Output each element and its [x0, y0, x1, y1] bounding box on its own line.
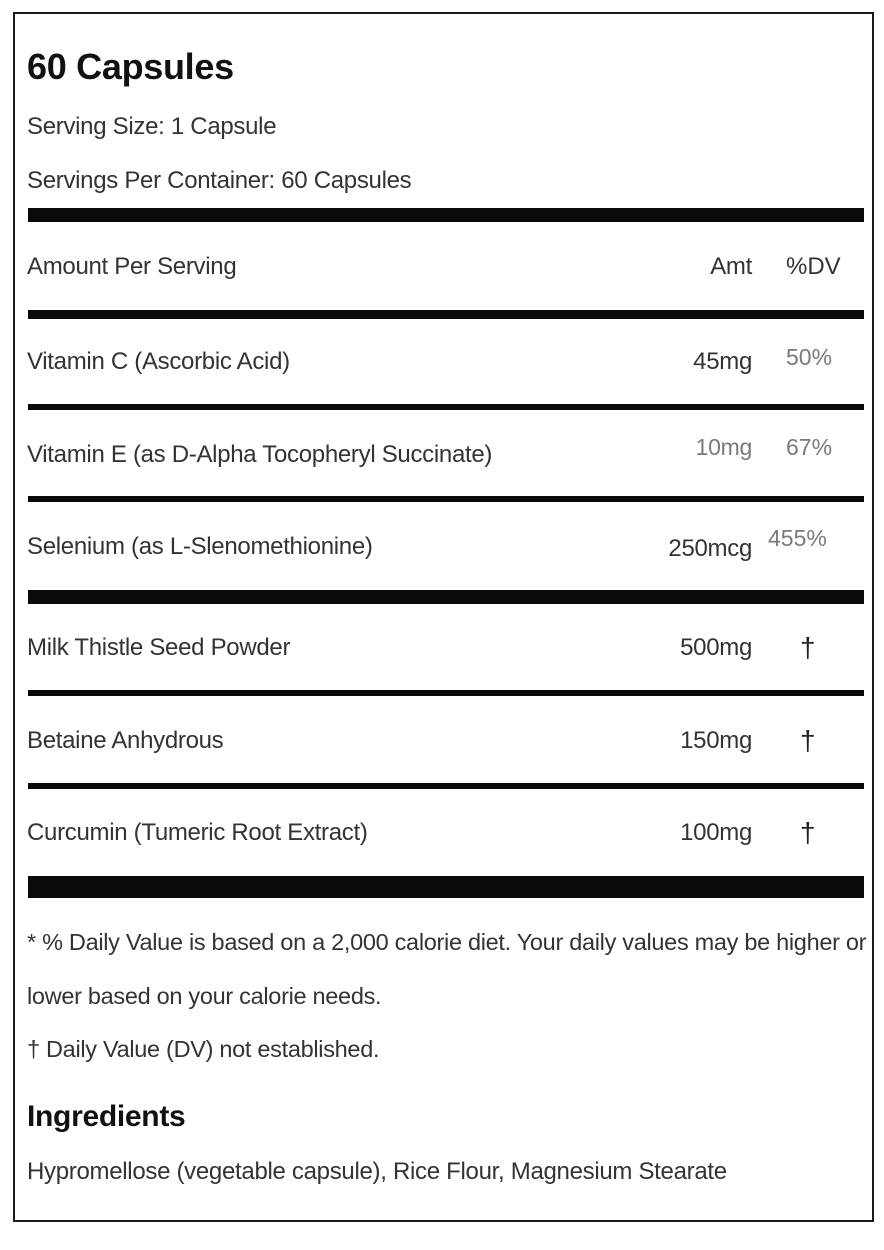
divider-thick — [28, 590, 864, 604]
ingredient-name: Betaine Anhydrous — [27, 727, 224, 754]
amount-per-serving-label: Amount Per Serving — [27, 253, 237, 280]
ingredients-list: Hypromellose (vegetable capsule), Rice Flour, Magnesium Stearate — [27, 1158, 727, 1185]
ingredient-name: Milk Thistle Seed Powder — [27, 634, 291, 661]
nutrient-dv: 50% — [786, 344, 833, 370]
dagger-symbol: † — [800, 632, 816, 663]
ingredients-heading: Ingredients — [27, 1100, 186, 1133]
divider-thin — [28, 783, 864, 789]
nutrient-name: Vitamin C (Ascorbic Acid) — [27, 348, 290, 375]
ingredient-name: Curcumin (Tumeric Root Extract) — [27, 819, 368, 846]
amt-column-header: Amt — [710, 253, 752, 280]
dagger-symbol: † — [800, 817, 816, 848]
ingredient-amount: 100mg — [680, 819, 752, 846]
daily-value-footnote-line2: lower based on your calorie needs. — [27, 983, 382, 1009]
serving-size: Serving Size: 1 Capsule — [27, 113, 277, 140]
ingredient-amount: 150mg — [680, 727, 752, 754]
dagger-symbol: † — [800, 725, 816, 756]
divider-thin — [28, 690, 864, 696]
divider-thick — [28, 208, 864, 222]
dv-column-header: %DV — [786, 253, 841, 280]
nutrient-dv: 67% — [786, 434, 833, 460]
nutrient-amount: 250mcg — [668, 535, 752, 562]
servings-per-container: Servings Per Container: 60 Capsules — [27, 167, 412, 194]
nutrient-amount: 45mg — [693, 348, 752, 375]
ingredient-amount: 500mg — [680, 634, 752, 661]
divider-thin — [28, 496, 864, 502]
divider-thin — [28, 404, 864, 410]
product-title: 60 Capsules — [27, 46, 234, 87]
daily-value-footnote-line1: * % Daily Value is based on a 2,000 calorie diet. Your daily values may be higher or — [27, 929, 867, 955]
divider-medium — [28, 310, 864, 319]
nutrient-dv: 455% — [768, 525, 827, 551]
nutrient-name: Selenium (as L-Slenomethionine) — [27, 533, 373, 560]
dv-not-established-footnote: † Daily Value (DV) not established. — [27, 1036, 380, 1062]
nutrient-name: Vitamin E (as D-Alpha Tocopheryl Succinate) — [27, 441, 493, 468]
nutrient-amount: 10mg — [695, 434, 752, 460]
divider-extra-thick — [28, 876, 864, 898]
